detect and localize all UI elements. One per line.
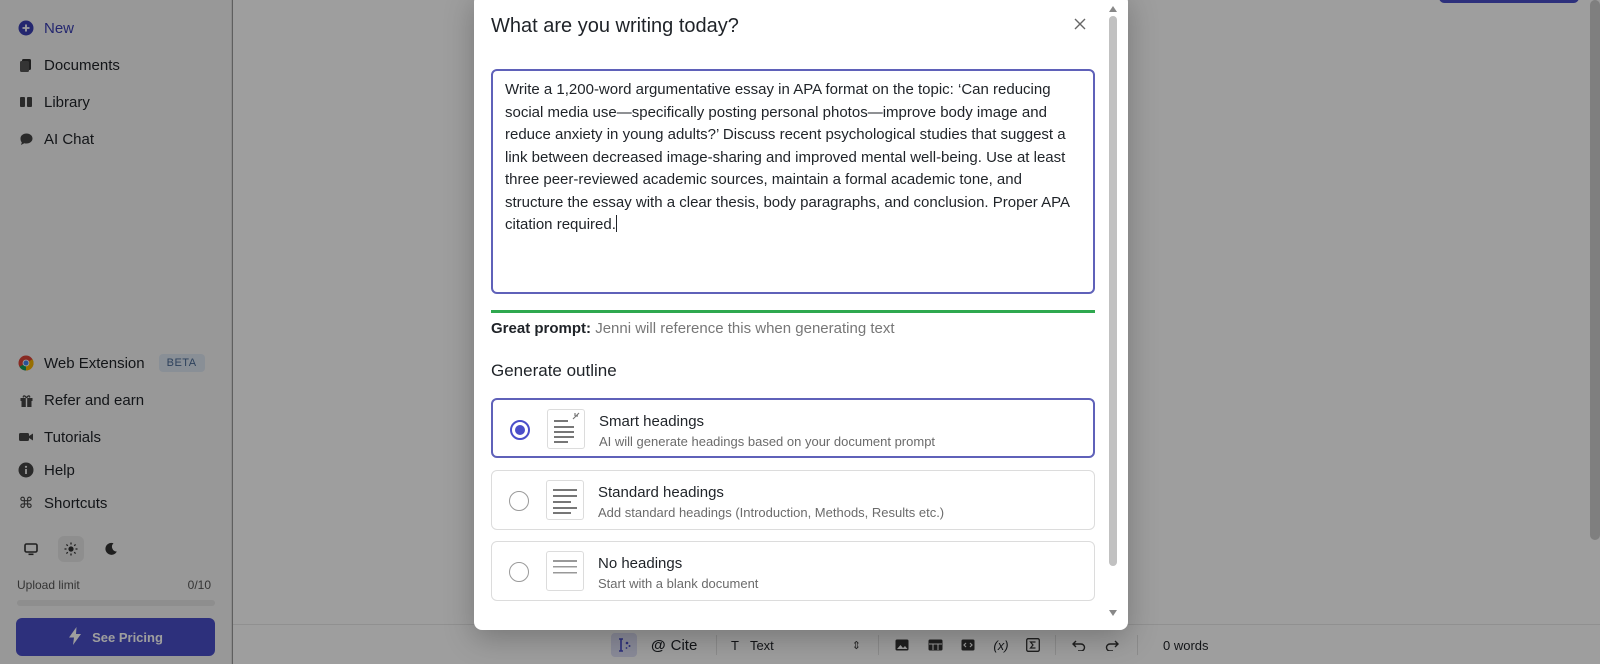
see-pricing-label: See Pricing [92,629,163,645]
option-no-headings[interactable] [491,541,1095,601]
sidebar-item-label: AI Chat [44,130,95,148]
chevron-updown-icon: ⇕ [851,639,861,652]
option-title: No headings [598,555,683,572]
sidebar-item-label: Shortcuts [44,494,108,512]
radio-no-headings[interactable] [509,562,529,582]
option-subtitle: AI will generate headings based on your document prompt [599,434,936,449]
beta-badge: BETA [159,354,205,372]
word-count: 0 words [1163,637,1209,653]
command-icon: ⌘ [18,495,34,512]
option-standard-headings[interactable] [491,470,1095,530]
radio-smart-headings[interactable] [510,420,530,440]
prompt-quality-bar [491,310,1095,313]
sidebar-item-label: Web Extension [44,354,145,372]
modal-scroll-thumb[interactable] [1109,16,1117,566]
close-icon [1074,17,1086,35]
upload-limit-count: 0/10 [187,578,211,592]
prompt-textarea[interactable] [491,69,1095,294]
prompt-text: Write a 1,200-word argumentative essay in APA format on the topic: ‘Can reducing social media use—specifically posting personal photos—improve body image and reduce anxiety in young adults?’ Discuss recent psychological studies that suggest a link between decreased image-sharing and improved mental well-being. Use at least three peer-reviewed academic sources, maintain a formal academic tone, and structure the essay with a clear thesis, body paragraphs, and conclusion. Proper APA citation required. [505,81,1070,233]
sidebar-item-label: Refer and earn [44,391,145,409]
option-subtitle: Start with a blank document [598,576,759,591]
option-title: Smart headings [599,413,705,430]
modal-title: What are you writing today? [491,15,739,37]
option-smart-headings[interactable] [491,398,1095,458]
prompt-quality-text: Jenni will reference this when generating text [595,320,895,337]
modal-scrollbar[interactable] [1108,4,1118,618]
radio-standard-headings[interactable] [509,491,529,511]
sidebar-item-label: Help [44,461,75,479]
option-subtitle: Add standard headings (Introduction, Methods, Results etc.) [598,505,945,520]
upload-limit-label: Upload limit [17,578,80,592]
text-type-icon: T [731,637,739,653]
at-sign-icon: @ [651,636,666,654]
scroll-down-icon[interactable] [1108,608,1118,618]
writing-prompt-modal [474,0,1128,630]
close-button[interactable] [1070,16,1090,36]
option-title: Standard headings [598,484,724,501]
prompt-quality-label: Great prompt: [491,320,592,337]
smart-headings-icon [547,409,585,449]
prompt-quality [491,320,895,337]
text-caret [616,215,617,232]
cite-label: Cite [670,636,698,654]
scroll-up-icon[interactable] [1108,4,1118,14]
page-scrollbar[interactable] [1590,0,1600,540]
text-style-label: Text [749,637,774,653]
sidebar-item-label: New [44,19,75,37]
sidebar-item-label: Tutorials [44,428,101,446]
standard-headings-icon [546,480,584,520]
sidebar-item-label: Library [44,93,90,111]
variable-icon: (x) [993,637,1009,653]
no-headings-icon [546,551,584,591]
sidebar-item-label: Documents [44,56,120,74]
generate-outline-title: Generate outline [491,361,617,380]
